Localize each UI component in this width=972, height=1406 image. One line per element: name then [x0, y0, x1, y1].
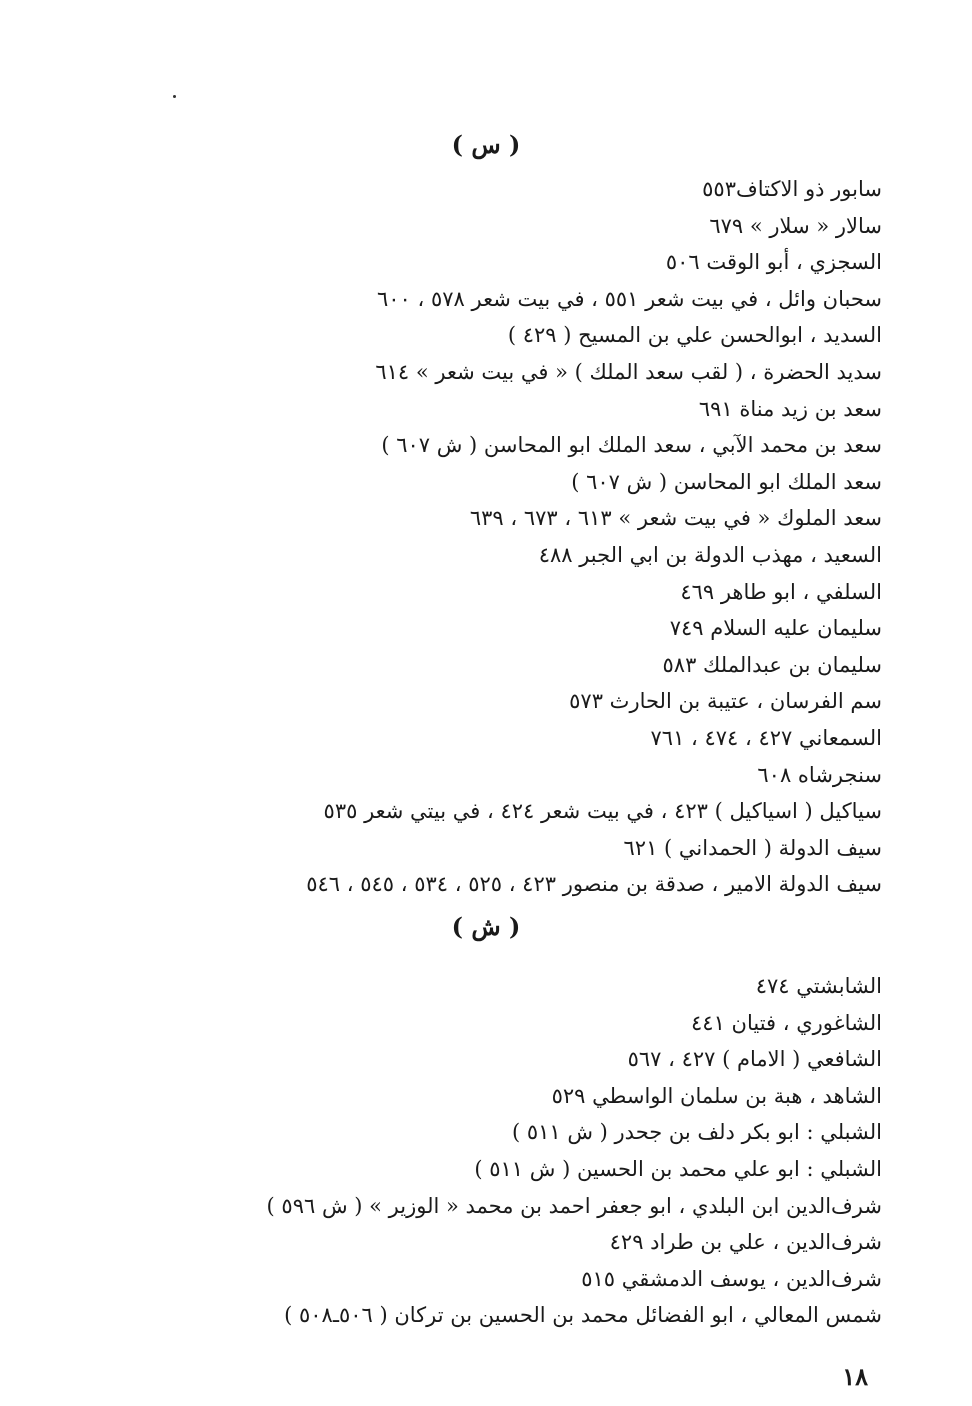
index-entry: سليمان بن عبدالملك ٥٨٣: [662, 652, 882, 677]
page-number: ١٨: [842, 1362, 868, 1391]
index-entry: الشاغوري ، فتيان ٤٤١: [691, 1010, 882, 1035]
index-entry: سم الفرسان ، عتيبة بن الحارث ٥٧٣: [569, 689, 882, 714]
index-entry: الشافعي ( الامام ) ٤٢٧ ، ٥٦٧: [627, 1047, 882, 1072]
section-header-sin: ( س ): [451, 130, 521, 159]
index-entry: شرف‌الدين ابن البلدي ، ابو جعفر احمد بن محمد « الوزير » ( ش ٥٩٦ ): [266, 1193, 882, 1218]
index-entry: سعد بن زيد مناة ٦٩١: [698, 396, 882, 421]
index-entry: الشاهد ، هبة بن سلمان الواسطي ٥٢٩: [551, 1083, 882, 1108]
index-entry: شرف‌الدين ، علي بن طراد ٤٢٩: [609, 1230, 882, 1255]
index-entry: سابور ذو الاكتاف٥٥٣: [702, 177, 882, 201]
index-entry: السجزي ، أبو الوقت ٥٠٦: [665, 250, 882, 275]
index-entry: سياكيل ( اسياكيل ) ٤٢٣ ، في بيت شعر ٤٢٤ ، في بيتي شعر ٥٣٥: [323, 799, 882, 824]
index-list-shin: [122, 968, 882, 1334]
index-entry: شرف‌الدين ، يوسف الدمشقي ٥١٥: [581, 1266, 882, 1291]
index-entry: سيف الدولة الامير ، صدقة بن منصور ٤٢٣ ، ٥٢٥ ، ٥٣٤ ، ٥٤٥ ، ٥٤٦: [306, 872, 882, 897]
index-entry: شمس المعالي ، ابو الفضائل محمد بن الحسين بن تركان ( ٥٠٦ـ٥٠٨ ): [284, 1303, 882, 1328]
index-entry: سعد الملك ابو المحاسن ( ش ٦٠٧ ): [571, 469, 882, 494]
index-entry: السديد ، ابوالحسن علي بن المسيح ( ٤٢٩ ): [507, 323, 882, 348]
index-list-sin: [122, 171, 882, 903]
index-entry: سالار « سلار » ٦٧٩: [709, 213, 882, 238]
index-entry: سيف الدولة ( الحمداني ) ٦٢١: [623, 835, 882, 860]
index-entry: السلفي ، ابو طاهر ٤٦٩: [680, 579, 882, 604]
index-entry: السعيد ، مهذب الدولة بن ابي الجبر ٤٨٨: [538, 542, 882, 567]
index-entry: السمعاني ٤٢٧ ، ٤٧٤ ، ٧٦١: [650, 725, 882, 750]
section-header-shin: ( ش ): [451, 912, 521, 941]
ink-speck: [173, 95, 176, 98]
index-entry: سعد الملوك « في بيت شعر » ٦١٣ ، ٦٧٣ ، ٦٣٩: [469, 506, 882, 531]
index-entry: سعد بن محمد الآبي ، سعد الملك ابو المحاسن ( ش ٦٠٧ ): [381, 433, 882, 458]
index-entry: سحبان وائل ، في بيت شعر ٥٥١ ، في بيت شعر ٥٧٨ ، ٦٠٠: [376, 286, 882, 311]
index-entry: سديد الحضرة ، ( لقب سعد الملك ) « في بيت شعر » ٦١٤: [375, 359, 882, 384]
index-entry: الشبلي : ابو بكر دلف بن جحدر ( ش ٥١١ ): [511, 1120, 882, 1145]
index-entry: سنجرشاه ٦٠٨: [757, 762, 882, 787]
index-entry: الشابشتي ٤٧٤: [755, 974, 882, 998]
index-entry: سليمان عليه السلام ٧٤٩: [669, 616, 882, 641]
index-entry: الشبلي : ابو علي محمد بن الحسين ( ش ٥١١ ): [474, 1156, 882, 1181]
